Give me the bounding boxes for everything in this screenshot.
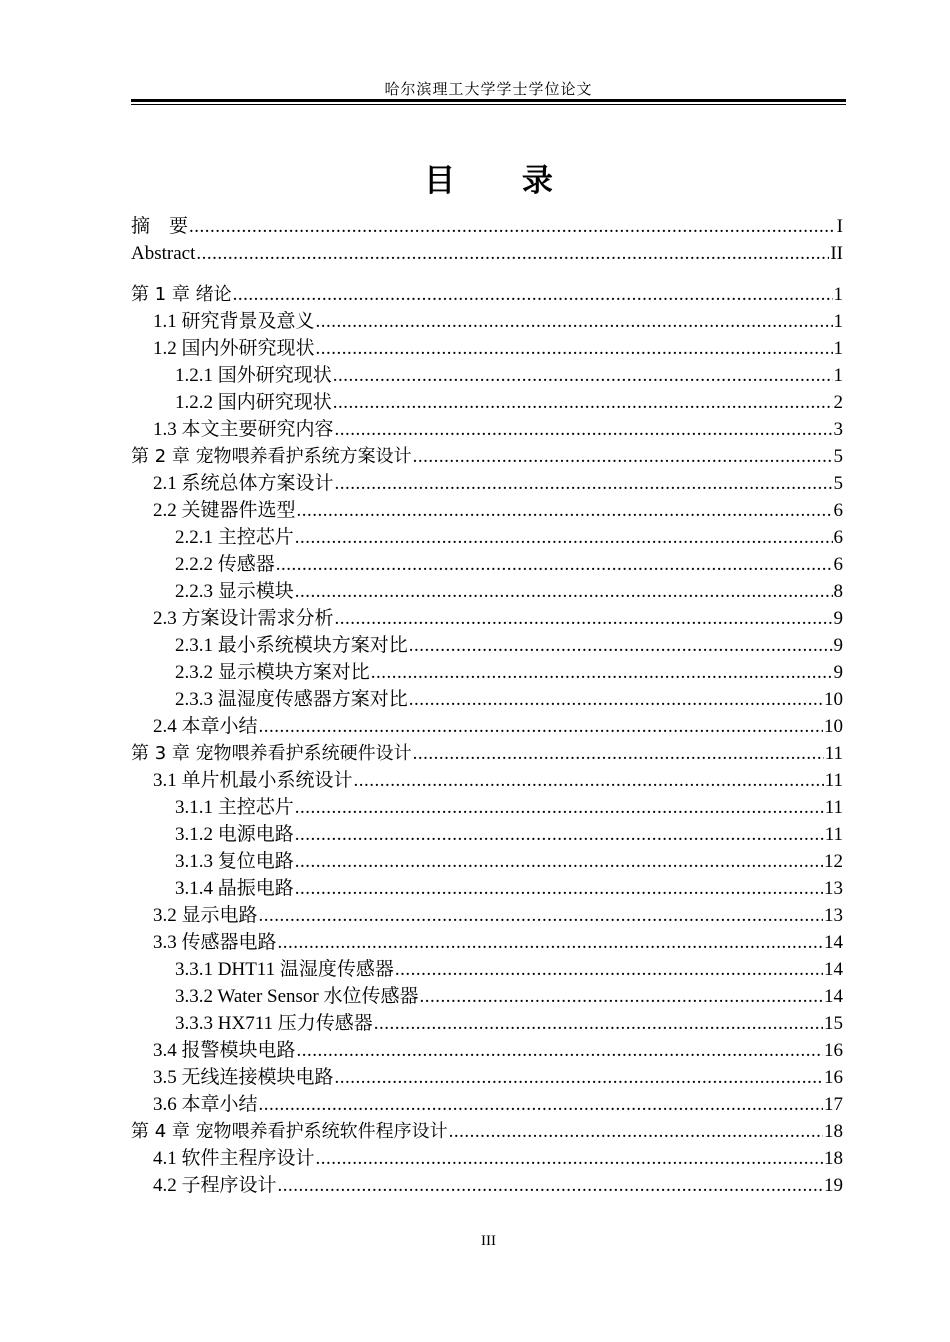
dot-leader (295, 794, 824, 821)
dot-leader (295, 821, 824, 848)
toc-entry-4-1[interactable] (131, 1145, 843, 1172)
dot-leader (374, 1010, 823, 1037)
page-number: III (481, 1233, 496, 1249)
toc-title: 目 录 (424, 163, 581, 199)
toc-entry-3-3-2[interactable] (131, 983, 843, 1010)
toc-entry-label: 1.2 国内外研究现状 (153, 338, 315, 359)
dot-leader (196, 240, 829, 267)
running-header: 哈尔滨理工大学学士学位论文 (384, 82, 593, 98)
dot-leader (354, 767, 824, 794)
toc-entry-chapter-4[interactable] (131, 1118, 843, 1145)
toc-entry-label: 1.1 研究背景及意义 (153, 311, 315, 332)
toc-entry-3-5[interactable] (131, 1064, 843, 1091)
toc-entry-label: 2.3 方案设计需求分析 (153, 608, 334, 629)
toc-entry-2-3[interactable] (131, 605, 843, 632)
toc-entry-2-1[interactable] (131, 470, 843, 497)
toc-entry-label: 3.1.2 电源电路 (175, 824, 294, 845)
toc-entry-page: II (830, 243, 843, 264)
header-rule-thin (131, 104, 846, 105)
toc-entry-3-3-3[interactable] (131, 1010, 843, 1037)
toc-entry-page: 14 (824, 932, 843, 953)
toc-entry-label: 2.2.1 主控芯片 (175, 527, 294, 548)
toc-entry-1-2-2[interactable] (131, 389, 843, 416)
toc-entry-label: 2.3.2 显示模块方案对比 (175, 662, 370, 683)
toc-entry-2-3-2[interactable] (131, 659, 843, 686)
dot-leader (278, 1172, 823, 1199)
toc-entry-page: 6 (833, 527, 843, 548)
toc-entry-page: 14 (824, 986, 843, 1007)
toc-entry-3-1-3[interactable] (131, 848, 843, 875)
dot-leader (316, 1145, 823, 1172)
dot-leader (449, 1118, 823, 1145)
toc-entry-page: 11 (824, 743, 843, 764)
toc-entry-page: 11 (824, 824, 843, 845)
toc-entry-label: Abstract (131, 243, 196, 264)
toc-entry-page: 5 (833, 446, 843, 467)
toc-entry-2-2-1[interactable] (131, 524, 843, 551)
dot-leader (420, 983, 823, 1010)
dot-leader (233, 281, 833, 308)
toc-entry-page: 6 (833, 554, 843, 575)
toc-entry-page: 5 (833, 473, 843, 494)
toc-entry-label: 1.2.2 国内研究现状 (175, 392, 332, 413)
toc-entry-2-2-2[interactable] (131, 551, 843, 578)
dot-leader (335, 605, 833, 632)
toc-entry-label: 1.3 本文主要研究内容 (153, 419, 334, 440)
toc-entry-page: 17 (824, 1094, 843, 1115)
header-rule-thick (131, 99, 846, 102)
toc-entry-label: 4.2 子程序设计 (153, 1175, 277, 1196)
toc-entry-1-3[interactable] (131, 416, 843, 443)
toc-entry-page: 14 (824, 959, 843, 980)
dot-leader (297, 497, 833, 524)
toc-entry-page: 16 (824, 1040, 843, 1061)
toc-entry-chapter-2[interactable] (131, 443, 843, 470)
toc-entry-3-2[interactable] (131, 902, 843, 929)
dot-leader (259, 1091, 823, 1118)
dot-leader (413, 443, 833, 470)
toc-entry-label: 3.3.3 HX711 压力传感器 (175, 1013, 373, 1034)
toc-entry-page: 3 (833, 419, 843, 440)
toc-entry-3-1[interactable] (131, 767, 843, 794)
toc-entry-page: 10 (824, 716, 843, 737)
dot-leader (189, 213, 836, 240)
dot-leader (259, 902, 823, 929)
toc-entry-1-2[interactable] (131, 335, 843, 362)
toc-entry-page: 1 (833, 311, 843, 332)
toc-entry-label: 2.2.2 传感器 (175, 554, 275, 575)
toc-entry-page: 10 (824, 689, 843, 710)
toc-entry-abstract-en[interactable] (131, 240, 843, 267)
dot-leader (316, 308, 833, 335)
toc-entry-label: 3.1 单片机最小系统设计 (153, 770, 353, 791)
dot-leader (295, 848, 823, 875)
toc-entry-label: 3.3.1 DHT11 温湿度传感器 (175, 959, 394, 980)
toc-entry-1-1[interactable] (131, 308, 843, 335)
dot-leader (413, 740, 824, 767)
toc-entry-2-2-3[interactable] (131, 578, 843, 605)
toc-entry-page: 16 (824, 1067, 843, 1088)
toc-entry-label: 3.1.3 复位电路 (175, 851, 294, 872)
toc-entry-label: 2.2 关键器件选型 (153, 500, 296, 521)
toc-entry-4-2[interactable] (131, 1172, 843, 1199)
dot-leader (295, 524, 833, 551)
toc-entry-label: 3.5 无线连接模块电路 (153, 1067, 334, 1088)
toc-entry-chapter-3[interactable] (131, 740, 843, 767)
toc-entry-page: 9 (833, 635, 843, 656)
toc-entry-label: 1.2.1 国外研究现状 (175, 365, 332, 386)
toc-entry-1-2-1[interactable] (131, 362, 843, 389)
toc-entry-page: 18 (824, 1148, 843, 1169)
toc-entry-label: 第 1 章 绪论 (131, 284, 232, 305)
toc-entry-page: 8 (833, 581, 843, 602)
dot-leader (371, 659, 833, 686)
toc-entry-page: 13 (824, 878, 843, 899)
dot-leader (276, 551, 833, 578)
toc-entry-label: 3.1.1 主控芯片 (175, 797, 294, 818)
toc-entry-page: 6 (833, 500, 843, 521)
toc-entry-page: 1 (833, 284, 843, 305)
toc-entry-label: 3.6 本章小结 (153, 1094, 258, 1115)
toc-entry-label: 第 3 章 宠物喂养看护系统硬件设计 (131, 743, 412, 764)
dot-leader (278, 929, 823, 956)
toc-entry-2-4[interactable] (131, 713, 843, 740)
dot-leader (335, 470, 833, 497)
toc-entry-label: 3.4 报警模块电路 (153, 1040, 296, 1061)
toc-entry-label: 摘 要 (131, 216, 189, 237)
toc-entry-page: 2 (833, 392, 843, 413)
toc-entry-label: 2.4 本章小结 (153, 716, 258, 737)
toc-entry-3-1-2[interactable] (131, 821, 843, 848)
dot-leader (335, 416, 833, 443)
table-of-contents (131, 213, 843, 1199)
toc-entry-label: 2.3.1 最小系统模块方案对比 (175, 635, 408, 656)
toc-entry-2-2[interactable] (131, 497, 843, 524)
dot-leader (316, 335, 833, 362)
toc-entry-label: 第 2 章 宠物喂养看护系统方案设计 (131, 446, 412, 467)
toc-entry-3-3[interactable] (131, 929, 843, 956)
toc-entry-label: 3.1.4 晶振电路 (175, 878, 294, 899)
toc-entry-page: 12 (824, 851, 843, 872)
toc-entry-page: 18 (824, 1121, 843, 1142)
dot-leader (395, 956, 823, 983)
toc-entry-page: 19 (824, 1175, 843, 1196)
dot-leader (259, 713, 823, 740)
toc-entry-label: 2.3.3 温湿度传感器方案对比 (175, 689, 408, 710)
dot-leader (409, 632, 833, 659)
dot-leader (297, 1037, 823, 1064)
dot-leader (335, 1064, 823, 1091)
toc-entry-3-6[interactable] (131, 1091, 843, 1118)
toc-entry-2-3-3[interactable] (131, 686, 843, 713)
toc-entry-label: 4.1 软件主程序设计 (153, 1148, 315, 1169)
toc-entry-3-1-4[interactable] (131, 875, 843, 902)
dot-leader (333, 389, 833, 416)
toc-entry-label: 第 4 章 宠物喂养看护系统软件程序设计 (131, 1121, 448, 1142)
toc-entry-page: 9 (833, 662, 843, 683)
toc-entry-page: 11 (824, 770, 843, 791)
toc-entry-page: 1 (833, 365, 843, 386)
toc-entry-page: 11 (824, 797, 843, 818)
dot-leader (333, 362, 833, 389)
toc-entry-page: 13 (824, 905, 843, 926)
toc-entry-label: 2.1 系统总体方案设计 (153, 473, 334, 494)
toc-entry-page: 1 (833, 338, 843, 359)
dot-leader (295, 875, 823, 902)
toc-entry-chapter-1[interactable] (131, 281, 843, 308)
dot-leader (295, 578, 833, 605)
toc-entry-3-1-1[interactable] (131, 794, 843, 821)
toc-entry-page: 9 (833, 608, 843, 629)
toc-entry-label: 2.2.3 显示模块 (175, 581, 294, 602)
toc-entry-abstract-cn[interactable] (131, 213, 843, 240)
toc-entry-2-3-1[interactable] (131, 632, 843, 659)
toc-entry-label: 3.2 显示电路 (153, 905, 258, 926)
toc-entry-label: 3.3.2 Water Sensor 水位传感器 (175, 986, 419, 1007)
toc-entry-label: 3.3 传感器电路 (153, 932, 277, 953)
dot-leader (409, 686, 823, 713)
toc-entry-3-4[interactable] (131, 1037, 843, 1064)
toc-entry-page: 15 (824, 1013, 843, 1034)
toc-entry-page: I (836, 216, 843, 237)
toc-entry-3-3-1[interactable] (131, 956, 843, 983)
